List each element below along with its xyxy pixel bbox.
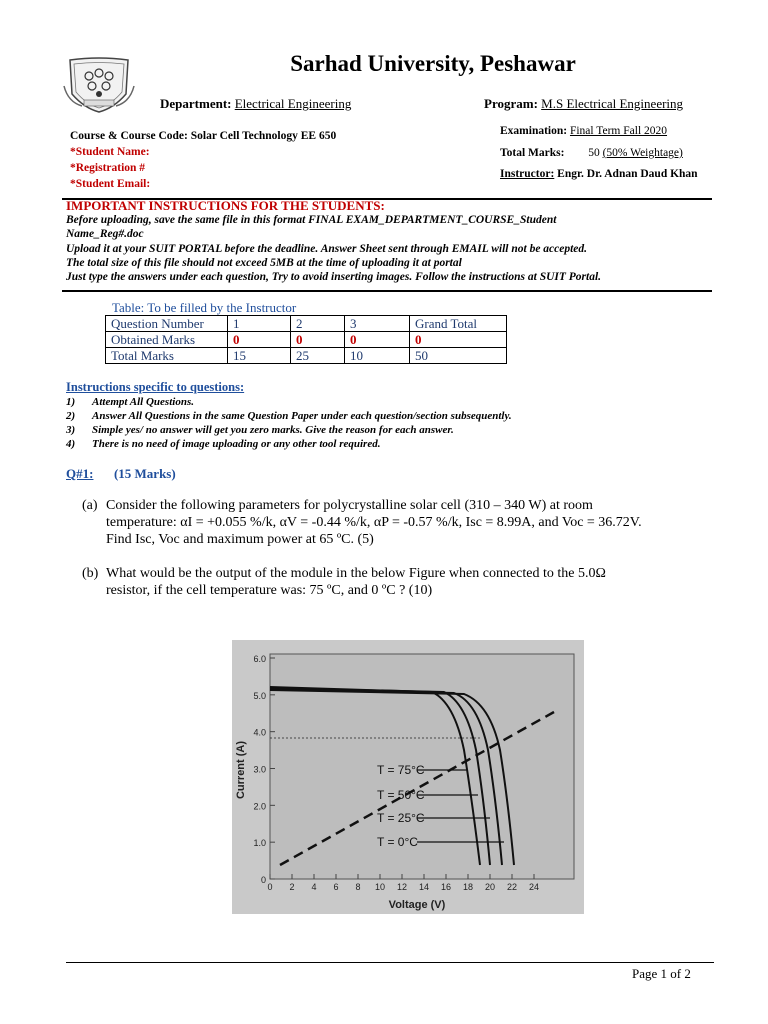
marks-table-caption: Table: To be filled by the Instructor — [112, 300, 297, 315]
table-cell: 0 — [345, 332, 410, 348]
department-label: Department: — [160, 96, 232, 111]
question-instructions-title: Instructions specific to questions: — [66, 380, 245, 394]
y-tick-label: 2.0 — [253, 801, 266, 812]
label-25c: T = 25°C — [377, 811, 425, 825]
question-1-marks: (15 Marks) — [113, 466, 176, 481]
table-row — [106, 348, 507, 364]
x-tick-label: 4 — [311, 882, 317, 892]
university-title: Sarhad University, Peshawar — [290, 51, 576, 76]
marks-table — [105, 315, 507, 364]
y-axis-label: Current (A) — [235, 740, 247, 800]
x-tick-label: 18 — [462, 882, 474, 892]
student-email-label: *Student Email: — [70, 178, 151, 190]
table-cell: 15 — [228, 348, 291, 364]
iv-curve-figure — [232, 640, 584, 914]
x-tick-label: 8 — [355, 882, 361, 892]
list-item-number: 3) — [66, 424, 76, 436]
table-cell: Grand Total — [410, 316, 507, 332]
list-item-text: Simple yes/ no answer will get you zero marks. Give the reason for each answer. — [92, 424, 454, 436]
part-b-label: (b) — [82, 566, 99, 581]
question-1-heading — [66, 466, 176, 482]
part-a-line: Consider the following parameters for polycrystalline solar cell (310 – 340 W) at room — [106, 498, 593, 513]
x-tick-label: 2 — [289, 882, 295, 892]
instruction-line: Just type the answers under each question, Try to avoid inserting images. Follow the instructions at SUIT Portal. — [66, 271, 602, 283]
table-row — [106, 332, 507, 348]
department-row — [160, 96, 351, 112]
program-label: Program: — [484, 96, 538, 111]
part-b-line: What would be the output of the module in the below Figure when connected to the 5.0Ω — [106, 566, 606, 581]
x-tick-label: 22 — [506, 882, 518, 892]
list-item — [66, 410, 512, 422]
registration-label: *Registration # — [70, 162, 146, 174]
instruction-line: The total size of this file should not exceed 5MB at the time of uploading it at portal — [66, 257, 462, 269]
x-tick-label: 12 — [396, 882, 408, 892]
list-item — [66, 424, 454, 436]
total-marks-row — [500, 147, 683, 159]
university-crest-logo — [62, 56, 136, 114]
part-a-line: Find Isc, Voc and maximum power at 65 ºC. (5) — [106, 532, 374, 547]
page-number: Page 1 of 2 — [632, 966, 691, 981]
instructor-label: Instructor: — [500, 168, 555, 180]
examination-value: Final Term Fall 2020 — [569, 125, 668, 137]
y-tick-label: 0 — [260, 875, 266, 885]
instruction-line: Name_Reg#.doc — [66, 228, 144, 240]
instructor-row — [500, 168, 698, 180]
table-cell: Question Number — [106, 316, 228, 332]
table-cell: 2 — [291, 316, 345, 332]
x-tick-label: 0 — [267, 882, 273, 892]
list-item — [66, 396, 194, 408]
list-item-number: 1) — [66, 396, 76, 408]
examination-label: Examination: — [500, 125, 568, 137]
list-item-text: Attempt All Questions. — [92, 396, 194, 408]
table-cell: Obtained Marks — [106, 332, 228, 348]
y-tick-label: 1.0 — [253, 838, 266, 849]
x-tick-label: 20 — [484, 882, 496, 892]
important-instructions-title: IMPORTANT INSTRUCTIONS FOR THE STUDENTS: — [66, 198, 385, 213]
course-value: Solar Cell Technology EE 650 — [190, 130, 337, 142]
list-item-number: 4) — [66, 438, 76, 450]
program-value: M.S Electrical Engineering — [541, 96, 684, 111]
part-b-text — [106, 565, 702, 599]
table-cell: Total Marks — [106, 348, 228, 364]
list-item-text: Answer All Questions in the same Question Paper under each question/section subsequently. — [92, 410, 512, 422]
course-label: Course & Course Code: — [70, 130, 188, 142]
program-row — [484, 96, 683, 112]
table-cell: 10 — [345, 348, 410, 364]
instructor-value: Engr. Dr. Adnan Daud Khan — [557, 168, 698, 180]
x-tick-label: 16 — [440, 882, 452, 892]
list-item — [66, 438, 380, 450]
y-tick-label: 3.0 — [253, 764, 266, 775]
part-a-label: (a) — [82, 498, 98, 513]
list-item-text: There is no need of image uploading or any other tool required. — [92, 438, 381, 450]
iv-curve-svg — [232, 640, 584, 914]
table-cell: 3 — [345, 316, 410, 332]
label-75c: T = 75°C — [377, 763, 425, 777]
label-0c: T = 0°C — [377, 835, 418, 849]
total-marks-weight: (50% Weightage) — [602, 147, 683, 159]
student-name-label: *Student Name: — [70, 146, 150, 158]
x-tick-label: 10 — [374, 882, 386, 892]
y-tick-label: 5.0 — [253, 690, 266, 701]
course-row — [70, 130, 336, 142]
x-axis-label: Voltage (V) — [388, 899, 446, 911]
list-item-number: 2) — [66, 410, 76, 422]
table-cell: 25 — [291, 348, 345, 364]
table-cell: 1 — [228, 316, 291, 332]
instruction-line: Before uploading, save the same file in this format FINAL EXAM_DEPARTMENT_COURSE_Student — [66, 214, 557, 226]
department-value: Electrical Engineering — [234, 96, 352, 111]
table-cell: 0 — [291, 332, 345, 348]
table-row — [106, 316, 507, 332]
y-tick-label: 6.0 — [253, 654, 266, 664]
x-tick-label: 6 — [333, 882, 339, 892]
examination-row — [500, 125, 667, 137]
table-cell: 0 — [410, 332, 507, 348]
part-a-text — [106, 497, 702, 548]
y-tick-label: 4.0 — [253, 727, 266, 738]
total-marks-label: Total Marks: — [500, 147, 565, 159]
label-50c: T = 50°C — [377, 788, 425, 802]
table-cell: 50 — [410, 348, 507, 364]
instruction-line: Upload it at your SUIT PORTAL before the deadline. Answer Sheet sent through EMAIL will not be accepted. — [66, 243, 588, 255]
x-tick-label: 24 — [528, 882, 540, 892]
table-cell: 0 — [228, 332, 291, 348]
total-marks-value: 50 — [588, 147, 600, 159]
question-1-label: Q#1: — [66, 466, 94, 481]
part-a-line: temperature: αI = +0.055 %/k, αV = -0.44 %/k, αP = -0.57 %/k, Isc = 8.99A, and Voc = 36.72V. — [106, 515, 642, 530]
part-b-line: resistor, if the cell temperature was: 75 ºC, and 0 ºC ? (10) — [106, 583, 433, 598]
footer-rule — [66, 962, 714, 963]
x-tick-label: 14 — [418, 882, 430, 892]
